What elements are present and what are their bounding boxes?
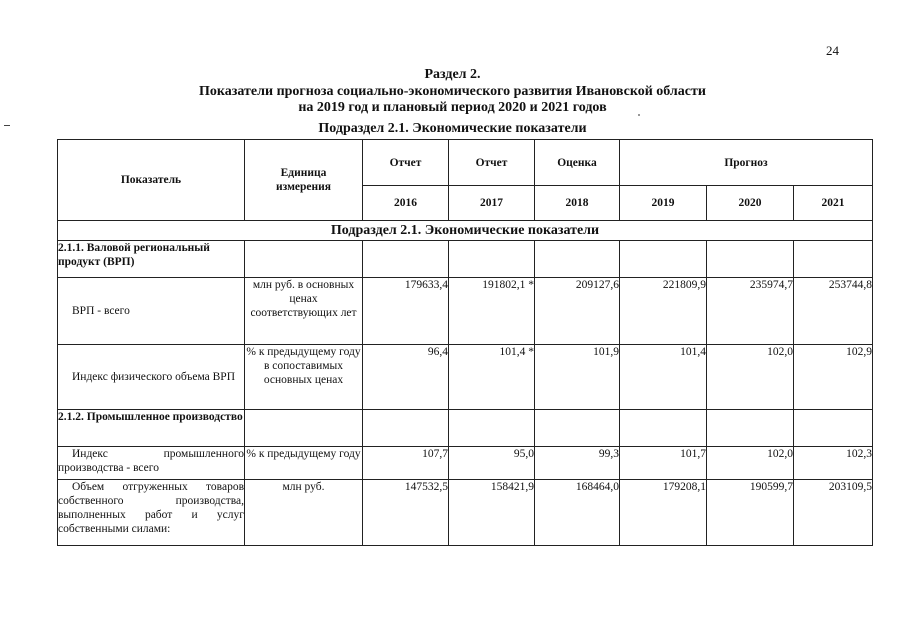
title-line-2: на 2019 год и плановый период 2020 и 2021 годов [298,100,607,115]
value-2016: 147532,5 [363,480,449,546]
year-2020: 2020 [707,186,794,221]
value-2020: 235974,7 [707,278,794,345]
empty-cell [245,241,363,278]
empty-cell [620,241,707,278]
page-number: 24 [826,43,839,58]
header-unit: Единица измерения [245,140,363,221]
value-2017: 158421,9 [449,480,535,546]
year-2019: 2019 [620,186,707,221]
year-2021: 2021 [794,186,873,221]
value-2016: 179633,4 [363,278,449,345]
value-2018: 99,3 [535,447,620,480]
empty-cell [794,241,873,278]
value-2020: 102,0 [707,345,794,410]
year-2018: 2018 [535,186,620,221]
header-forecast: Прогноз [620,140,873,186]
table-row [58,278,873,345]
row-indicator: Индекс физического объема ВРП [58,345,245,410]
value-2021: 203109,5 [794,480,873,546]
value-2021: 102,3 [794,447,873,480]
group-vrp-label: 2.1.1. Валовой региональный продукт (ВРП) [58,241,245,278]
subsection-title: Подраздел 2.1. Экономические показатели [318,121,587,136]
title-line-1: Показатели прогноза социально-экономического развития Ивановской области [199,84,706,99]
value-2017: 95,0 [449,447,535,480]
year-2017: 2017 [449,186,535,221]
value-2016: 107,7 [363,447,449,480]
header-estimate: Оценка [535,140,620,186]
header-report-2017: Отчет [449,140,535,186]
section-label: Раздел 2. [424,67,481,82]
empty-cell [535,410,620,447]
subsection-row-title: Подраздел 2.1. Экономические показатели [58,221,873,241]
row-unit: млн руб. [245,480,363,546]
row-unit: % к предыдущему году в сопоставимых основных ценах [245,345,363,410]
header-indicator: Показатель [58,140,245,221]
value-2019: 101,7 [620,447,707,480]
value-2018: 168464,0 [535,480,620,546]
table-row [58,345,873,410]
row-indicator: Индекс промышленного производства - всего [58,447,245,480]
row-indicator: ВРП - всего [58,278,245,345]
empty-cell [535,241,620,278]
value-2020: 102,0 [707,447,794,480]
empty-cell [620,410,707,447]
empty-cell [363,241,449,278]
table-row [58,480,873,546]
table-row [58,447,873,480]
group-row-industry [58,410,873,447]
empty-cell [707,241,794,278]
value-2017: 191802,1 * [449,278,535,345]
year-2016: 2016 [363,186,449,221]
empty-cell [794,410,873,447]
row-indicator: Объем отгруженных товаров собственного производства, выполненных работ и услуг собственными силами: [58,480,245,546]
row-unit: % к предыдущему году [245,447,363,480]
header-report-2016: Отчет [363,140,449,186]
subsection-row [58,221,873,241]
empty-cell [449,410,535,447]
value-2018: 209127,6 [535,278,620,345]
value-2019: 101,4 [620,345,707,410]
value-2018: 101,9 [535,345,620,410]
value-2016: 96,4 [363,345,449,410]
header-row-1 [58,140,873,186]
value-2017: 101,4 * [449,345,535,410]
indicators-table [57,139,873,546]
margin-mark [4,125,10,126]
value-2021: 253744,8 [794,278,873,345]
empty-cell [449,241,535,278]
empty-cell [707,410,794,447]
empty-cell [245,410,363,447]
scan-speck [638,114,640,116]
value-2020: 190599,7 [707,480,794,546]
row-unit: млн руб. в основных ценах соответствующих лет [245,278,363,345]
value-2019: 221809,9 [620,278,707,345]
value-2021: 102,9 [794,345,873,410]
empty-cell [363,410,449,447]
group-industry-label: 2.1.2. Промышленное производство [58,410,245,447]
group-row-vrp [58,241,873,278]
value-2019: 179208,1 [620,480,707,546]
